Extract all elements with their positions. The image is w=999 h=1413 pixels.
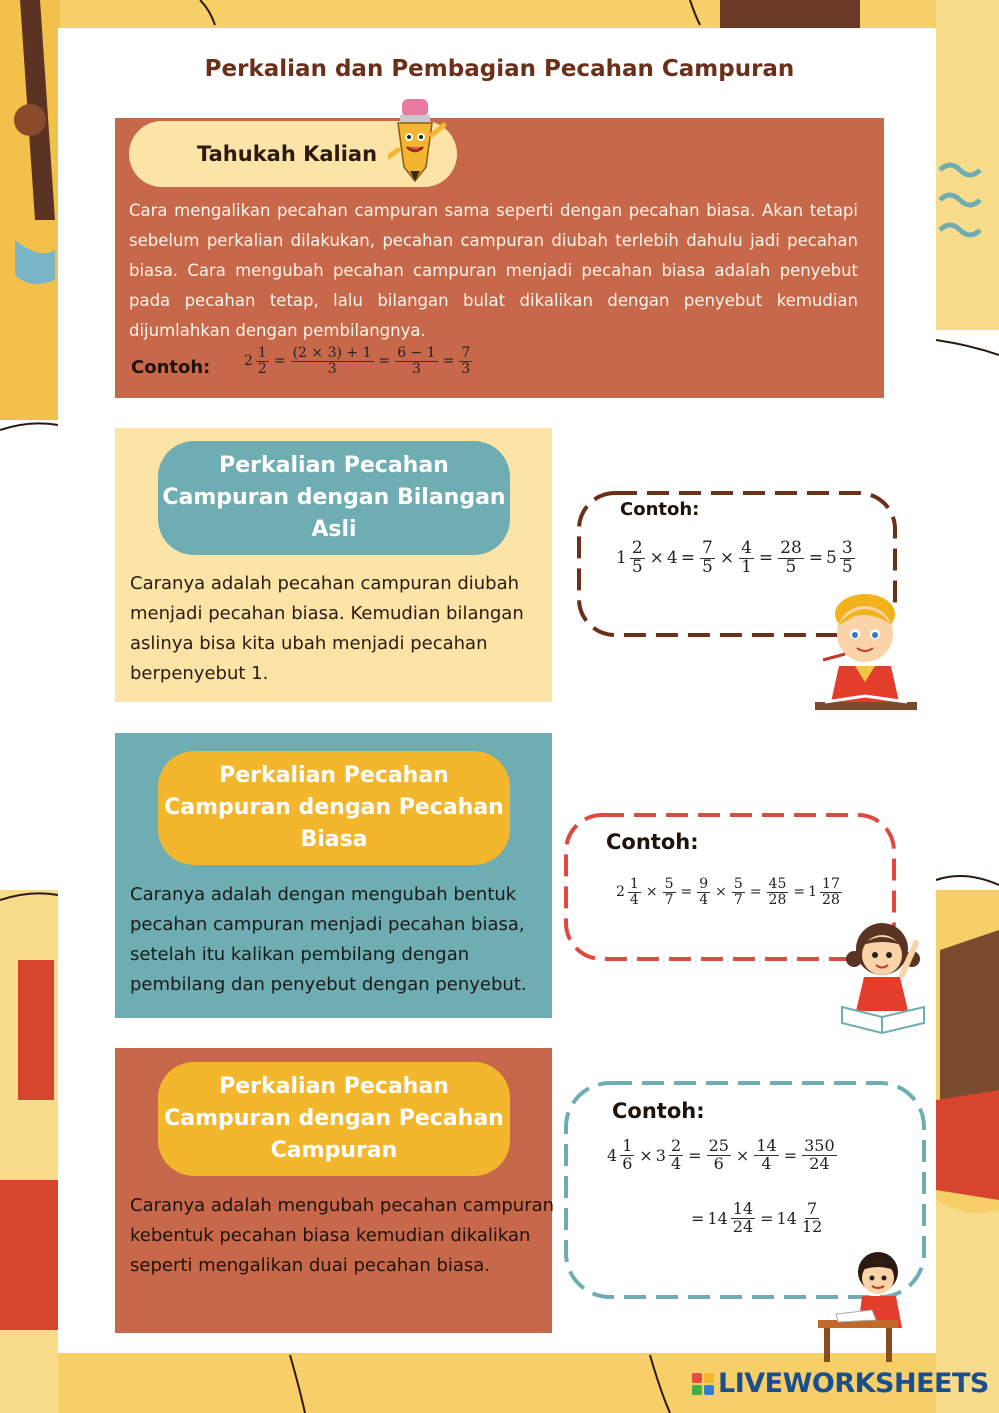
liveworksheets-logo-text: LIVEWORKSHEETS bbox=[718, 1368, 989, 1399]
intro-example-label: Contoh: bbox=[131, 357, 211, 378]
thinking-boy-icon bbox=[815, 592, 917, 718]
intro-text: Cara mengalikan pecahan campuran sama seperti dengan pecahan biasa. Akan tetapi sebelum perkalian dilakukan, pecahan campuran diubah terlebih dahulu jadi pecahan biasa. Cara mengubah pecahan campuran menjadi pecahan biasa adalah penyebut pada pecahan tetap, lalu bilangan bulat dikalikan dengan penyebut kemudian dijumlahkan dengan pembilangnya. bbox=[129, 201, 858, 340]
intro-example-equation: 2 $\frac{1}{2}$ = $\frac{(2 \times 3) + 1}{3}$ = $\frac{6 - 1}{3}$ = $\frac{7}{3}$ bbox=[244, 345, 471, 377]
section3-heading-pill bbox=[158, 1062, 510, 1176]
section1-example-equation: 1 $\frac{2}{5}$ × 4 = $\frac{7}{5}$ × $\frac{4}{1}$ = $\frac{28}{5}$ = 5 $\frac{3}{5}$ bbox=[616, 538, 853, 577]
section2-example-label: Contoh: bbox=[606, 830, 699, 854]
section2-example-equation: 2 $\frac{1}{4}$ × $\frac{5}{7}$ = $\frac{9}{4}$ × $\frac{5}{7}$ = $\frac{45}{28}$ = 1 $\frac{17}{28}$ bbox=[616, 876, 840, 908]
section1-heading: Perkalian Pecahan Campuran dengan Bilangan Asli bbox=[162, 453, 506, 542]
section2-heading: Perkalian Pecahan Campuran dengan Pecahan Biasa bbox=[164, 763, 504, 852]
section3-heading: Perkalian Pecahan Campuran dengan Pecahan Campuran bbox=[164, 1074, 504, 1163]
pencil-mascot-icon bbox=[388, 95, 452, 185]
liveworksheets-logo[interactable] bbox=[692, 1368, 989, 1399]
reading-girl-icon bbox=[836, 915, 932, 1035]
section1-text: Caranya adalah pecahan campuran diubah menjadi pecahan biasa. Kemudian bilangan aslinya bisa kita ubah menjadi pecahan berpenyebut 1. bbox=[130, 573, 524, 684]
section3-example-equation-line1: 4 $\frac{1}{6}$ × 3 $\frac{2}{4}$ = $\frac{25}{6}$ × $\frac{14}{4}$ = $\frac{350}{24}$ bbox=[607, 1136, 835, 1173]
section2-text: Caranya adalah dengan mengubah bentuk pecahan campuran menjadi pecahan biasa, setelah itu kalikan pembilang dengan pembilang dan penyebut dengan penyebut. bbox=[130, 884, 527, 995]
intro-heading: Tahukah Kalian bbox=[197, 142, 378, 166]
section1-heading-pill bbox=[158, 441, 510, 555]
section3-text: Caranya adalah mengubah pecahan campuran kebentuk pecahan biasa kemudian dikalikan seperti mengalikan duai pecahan biasa. bbox=[130, 1195, 555, 1276]
section2-heading-pill bbox=[158, 751, 510, 865]
section3-example-label: Contoh: bbox=[612, 1099, 705, 1123]
section3-example-equation-line2: = 14 $\frac{14}{24}$ = 14 $\frac{7}{12}$ bbox=[691, 1199, 823, 1236]
page-title: Perkalian dan Pembagian Pecahan Campuran bbox=[204, 56, 795, 82]
writing-boy-icon bbox=[812, 1248, 922, 1366]
liveworksheets-logo-icon bbox=[692, 1373, 714, 1395]
section1-example-label: Contoh: bbox=[620, 499, 700, 520]
